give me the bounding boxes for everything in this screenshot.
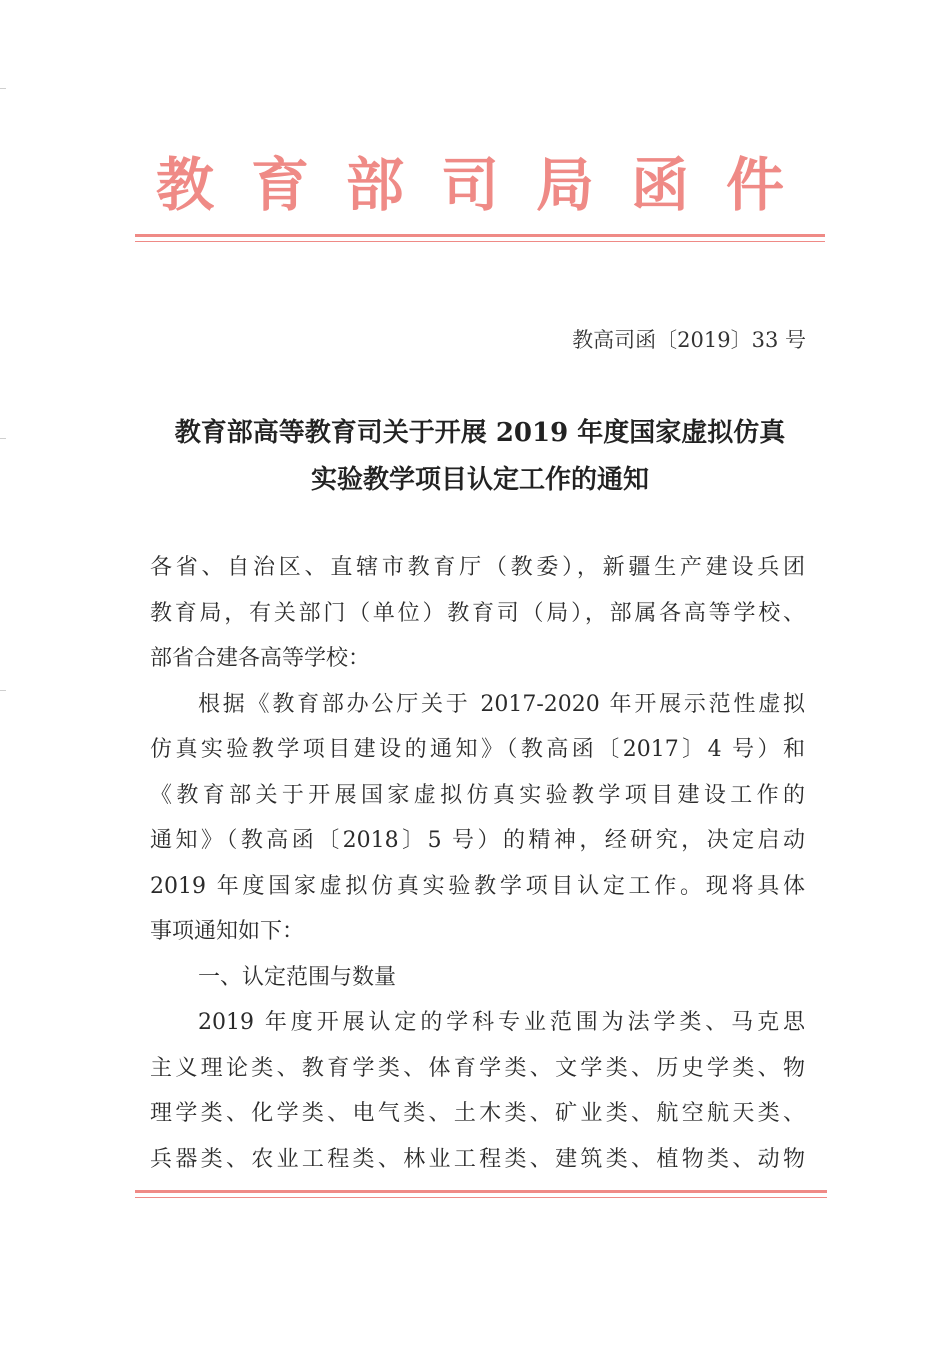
masthead-char: 教 xyxy=(155,151,214,219)
section-line: 主义理论类、教育学类、体育学类、文学类、历史学类、物 xyxy=(150,1055,805,1081)
intro-line: 《教育部关于开展国家虚拟仿真实验教学项目建设工作的 xyxy=(150,782,805,808)
addressee-line: 部省合建各高等学校： xyxy=(150,646,371,671)
document-body xyxy=(150,545,805,1182)
masthead-char: 育 xyxy=(250,151,309,219)
scan-margin-mark xyxy=(0,690,6,691)
section-line: 2019 年度开展认定的学科专业范围为法学类、马克思 xyxy=(198,1010,805,1035)
scan-margin-mark xyxy=(0,88,6,89)
footer-red-rule xyxy=(135,1190,827,1200)
masthead-red-rule xyxy=(135,234,825,244)
section-heading: 一、认定范围与数量 xyxy=(198,964,397,990)
intro-line: 仿真实验教学项目建设的通知》（教高函〔2017〕4 号）和 xyxy=(150,737,805,762)
section-line: 理学类、化学类、电气类、土木类、矿业类、航空航天类、 xyxy=(150,1101,805,1126)
intro-line: 根据《教育部办公厅关于 2017-2020 年开展示范性虚拟 xyxy=(198,691,805,717)
scan-margin-mark xyxy=(0,438,6,439)
intro-line: 2019 年度国家虚拟仿真实验教学项目认定工作。现将具体 xyxy=(150,873,805,899)
masthead-char: 函 xyxy=(630,151,689,219)
addressee-line: 教育局，有关部门（单位）教育司（局），部属各高等学校、 xyxy=(150,600,805,626)
masthead xyxy=(150,140,790,220)
masthead-char: 部 xyxy=(345,151,404,219)
addressee-line: 各省、自治区、直辖市教育厅（教委），新疆生产建设兵团 xyxy=(150,555,805,580)
section-line: 兵器类、农业工程类、林业工程类、建筑类、植物类、动物 xyxy=(150,1146,805,1172)
intro-line: 事项通知如下： xyxy=(150,919,305,944)
masthead-char: 局 xyxy=(535,151,594,219)
masthead-char: 司 xyxy=(440,151,499,219)
document-number: 教高司函〔2019〕33 号 xyxy=(572,328,806,352)
title-line-2: 实验教学项目认定工作的通知 xyxy=(310,465,649,495)
title-line-1: 教育部高等教育司关于开展 2019 年度国家虚拟仿真 xyxy=(174,418,786,448)
intro-line: 通知》（教高函〔2018〕5 号）的精神，经研究，决定启动 xyxy=(150,828,805,853)
masthead-char: 件 xyxy=(725,151,784,219)
document-title xyxy=(130,410,830,504)
